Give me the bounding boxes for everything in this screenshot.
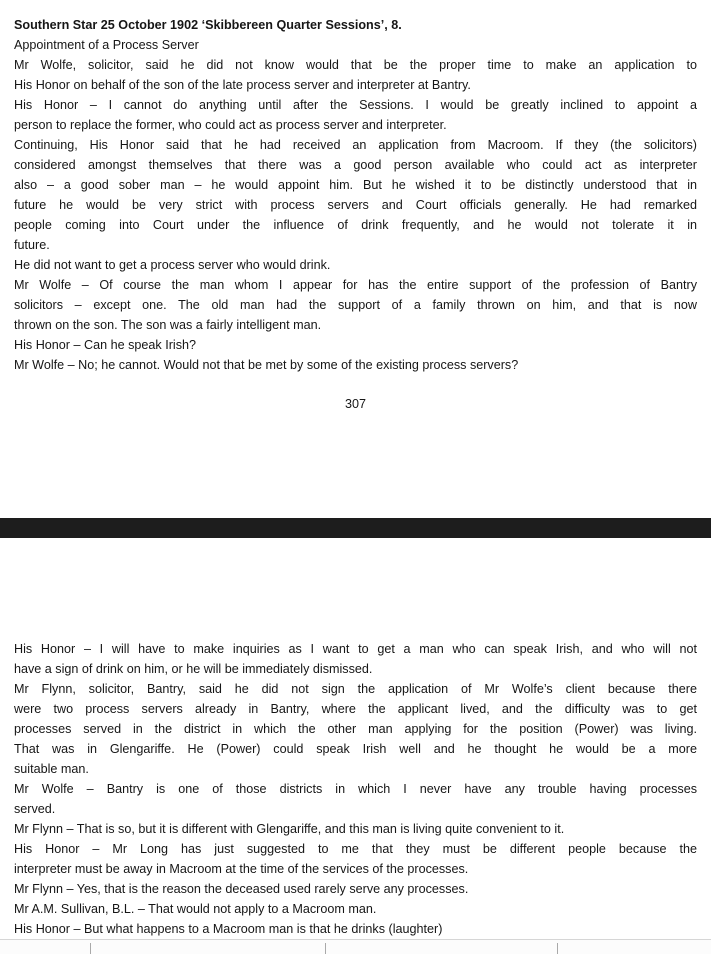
page-separator xyxy=(0,518,711,538)
text-line: served. xyxy=(14,802,56,816)
text-line: His Honor – I cannot do anything until after the Sessions. I would be greatly inclined to appoint a xyxy=(14,98,697,112)
text-line: solicitors – except one. The old man had the support of a family thrown on him, and that is now xyxy=(14,298,697,312)
text-line: That was in Glengariffe. He (Power) could speak Irish well and he thought he would be a more xyxy=(14,742,697,756)
text-line: Mr Wolfe – No; he cannot. Would not that be met by some of the existing process servers? xyxy=(14,358,519,372)
table-column-divider xyxy=(557,943,558,954)
text-line: person to replace the former, who could act as process server and interpreter. xyxy=(14,118,447,132)
text-line: His Honor – I will have to make inquiries as I want to get a man who can speak Irish, and who will not xyxy=(14,642,697,656)
text-line: Mr Wolfe – Of course the man whom I appear for has the entire support of the profession of Bantry xyxy=(14,278,697,292)
text-line: His Honor – But what happens to a Macroom man is that he drinks (laughter) xyxy=(14,922,443,936)
text-line: His Honor – Mr Long has just suggested to me that they must be different people because the xyxy=(14,842,697,856)
text-line: Appointment of a Process Server xyxy=(14,38,199,52)
text-line: future. xyxy=(14,238,50,252)
text-line: suitable man. xyxy=(14,762,89,776)
page-2-text xyxy=(14,639,697,939)
text-line: He did not want to get a process server who would drink. xyxy=(14,258,331,272)
page-number: 307 xyxy=(344,397,366,411)
text-line: have a sign of drink on him, or he will be immediately dismissed. xyxy=(14,662,373,676)
text-line: Mr Flynn – Yes, that is the reason the deceased used rarely serve any processes. xyxy=(14,882,469,896)
table-top-edge xyxy=(0,939,711,954)
text-line: interpreter must be away in Macroom at the time of the services of the processes. xyxy=(14,862,469,876)
text-line: Mr Flynn, solicitor, Bantry, said he did not sign the application of Mr Wolfe’s client because there xyxy=(14,682,697,696)
text-line: people coming into Court under the influence of drink frequently, and he would not tolerate it in xyxy=(14,218,697,232)
text-line: also – a good sober man – he would appoint him. But he wished it to be distinctly understood that in xyxy=(14,178,697,192)
text-line: His Honor – Can he speak Irish? xyxy=(14,338,197,352)
text-line: Southern Star 25 October 1902 ‘Skibbereen Quarter Sessions’, 8. xyxy=(14,18,402,32)
text-line: Mr Wolfe, solicitor, said he did not know would that be the proper time to make an application to xyxy=(14,58,697,72)
text-line: considered amongst themselves that there was a good person available who could act as interpreter xyxy=(14,158,697,172)
text-line: Mr Wolfe – Bantry is one of those districts in which I never have any trouble having processes xyxy=(14,782,697,796)
text-line: were two process servers already in Bantry, where the applicant lived, and the difficulty was to get xyxy=(14,702,697,716)
text-line: His Honor on behalf of the son of the late process server and interpreter at Bantry. xyxy=(14,78,471,92)
text-line: Continuing, His Honor said that he had received an application from Macroom. If they (the solicitors) xyxy=(14,138,697,152)
table-column-divider xyxy=(90,943,91,954)
page-1-text xyxy=(14,15,697,375)
text-line: Mr A.M. Sullivan, B.L. – That would not apply to a Macroom man. xyxy=(14,902,377,916)
text-line: processes served in the district in which the other man applying for the position (Power) was living. xyxy=(14,722,697,736)
text-line: thrown on the son. The son was a fairly intelligent man. xyxy=(14,318,322,332)
text-line: Mr Flynn – That is so, but it is different with Glengariffe, and this man is living quite convenient to it. xyxy=(14,822,565,836)
table-column-divider xyxy=(325,943,326,954)
text-line: future he would be very strict with process servers and Court officials generally. He had remarked xyxy=(14,198,697,212)
